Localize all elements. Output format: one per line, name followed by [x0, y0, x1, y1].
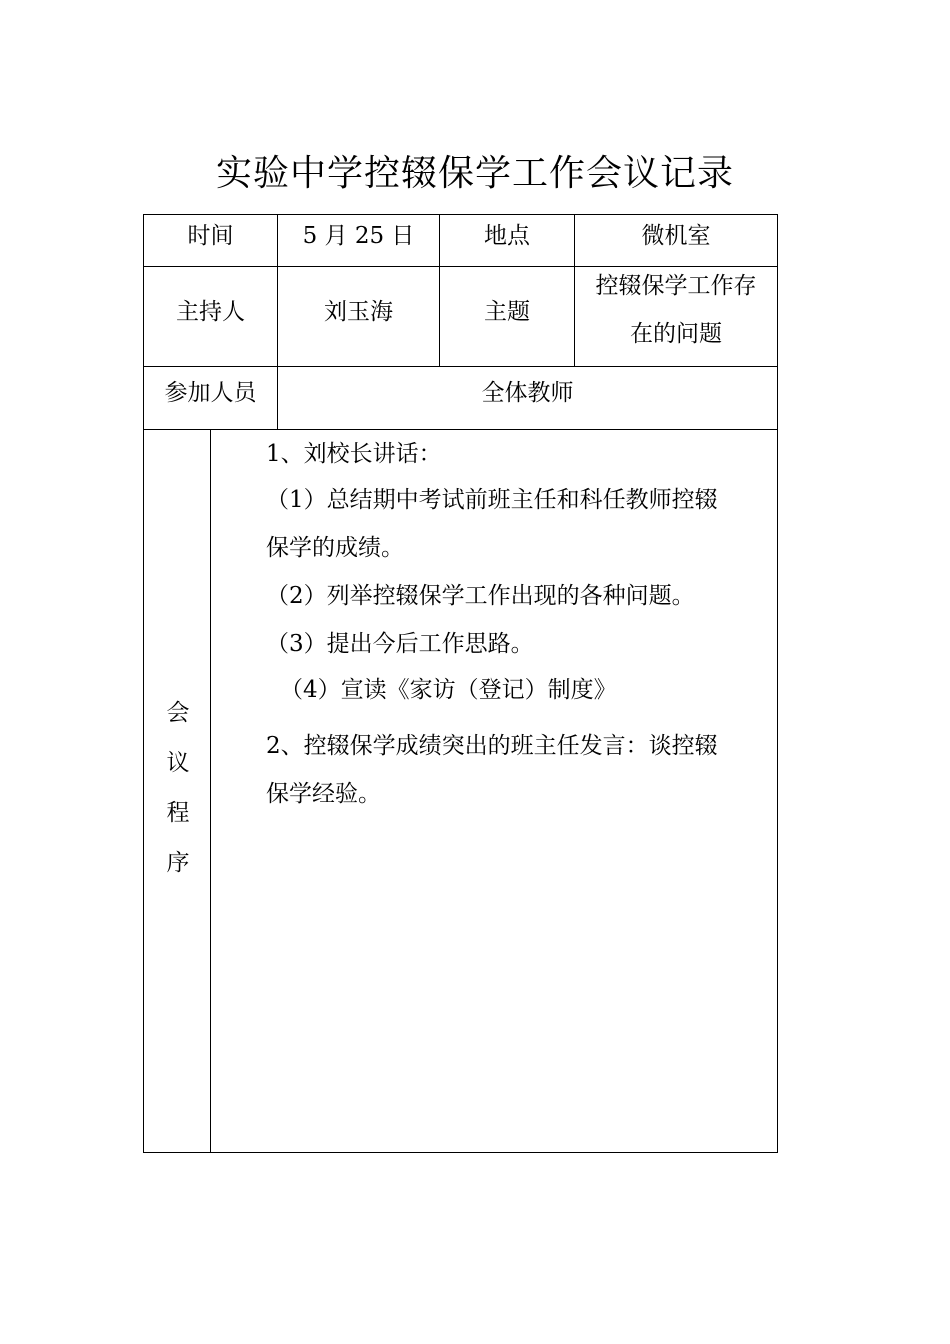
agenda-label — [145, 688, 211, 888]
agenda-item: （3）提出今后工作思路。 — [266, 631, 534, 657]
topic-value — [575, 262, 777, 358]
host-label: 主持人 — [176, 299, 245, 325]
agenda-item: （4）宣读《家访（登记）制度》 — [280, 677, 617, 703]
attendees-label: 参加人员 — [164, 380, 257, 406]
time-value: 5 月 25 日 — [302, 223, 415, 249]
agenda-item: （1）总结期中考试前班主任和科任教师控辍 — [266, 487, 718, 513]
agenda-item: 2、控辍保学成绩突出的班主任发言：谈控辍 — [266, 733, 718, 759]
time-label: 时间 — [187, 223, 234, 249]
attendees-value: 全体教师 — [481, 380, 574, 406]
host-value: 刘玉海 — [324, 299, 393, 325]
agenda-item: （2）列举控辍保学工作出现的各种问题。 — [266, 583, 695, 609]
agenda-label-char: 序 — [166, 850, 190, 876]
topic-value-line-1: 控辍保学工作存 — [595, 273, 757, 299]
agenda-content — [266, 432, 774, 818]
agenda-item-continued: 保学经验。 — [266, 781, 381, 807]
document-title: 实验中学控辍保学工作会议记录 — [215, 153, 734, 194]
topic-value-line-2: 在的问题 — [630, 321, 722, 347]
table-border-right — [777, 214, 778, 1153]
agenda-label-char: 议 — [166, 750, 190, 776]
location-label: 地点 — [484, 223, 530, 249]
agenda-item: 1、刘校长讲话： — [266, 441, 442, 467]
location-value: 微机室 — [641, 223, 711, 249]
agenda-label-char: 会 — [166, 700, 190, 726]
row-divider-3 — [143, 429, 778, 430]
topic-label: 主题 — [484, 299, 530, 325]
table-border-bottom — [143, 1152, 778, 1153]
agenda-item-continued: 保学的成绩。 — [266, 535, 404, 561]
agenda-label-char: 程 — [166, 800, 190, 826]
